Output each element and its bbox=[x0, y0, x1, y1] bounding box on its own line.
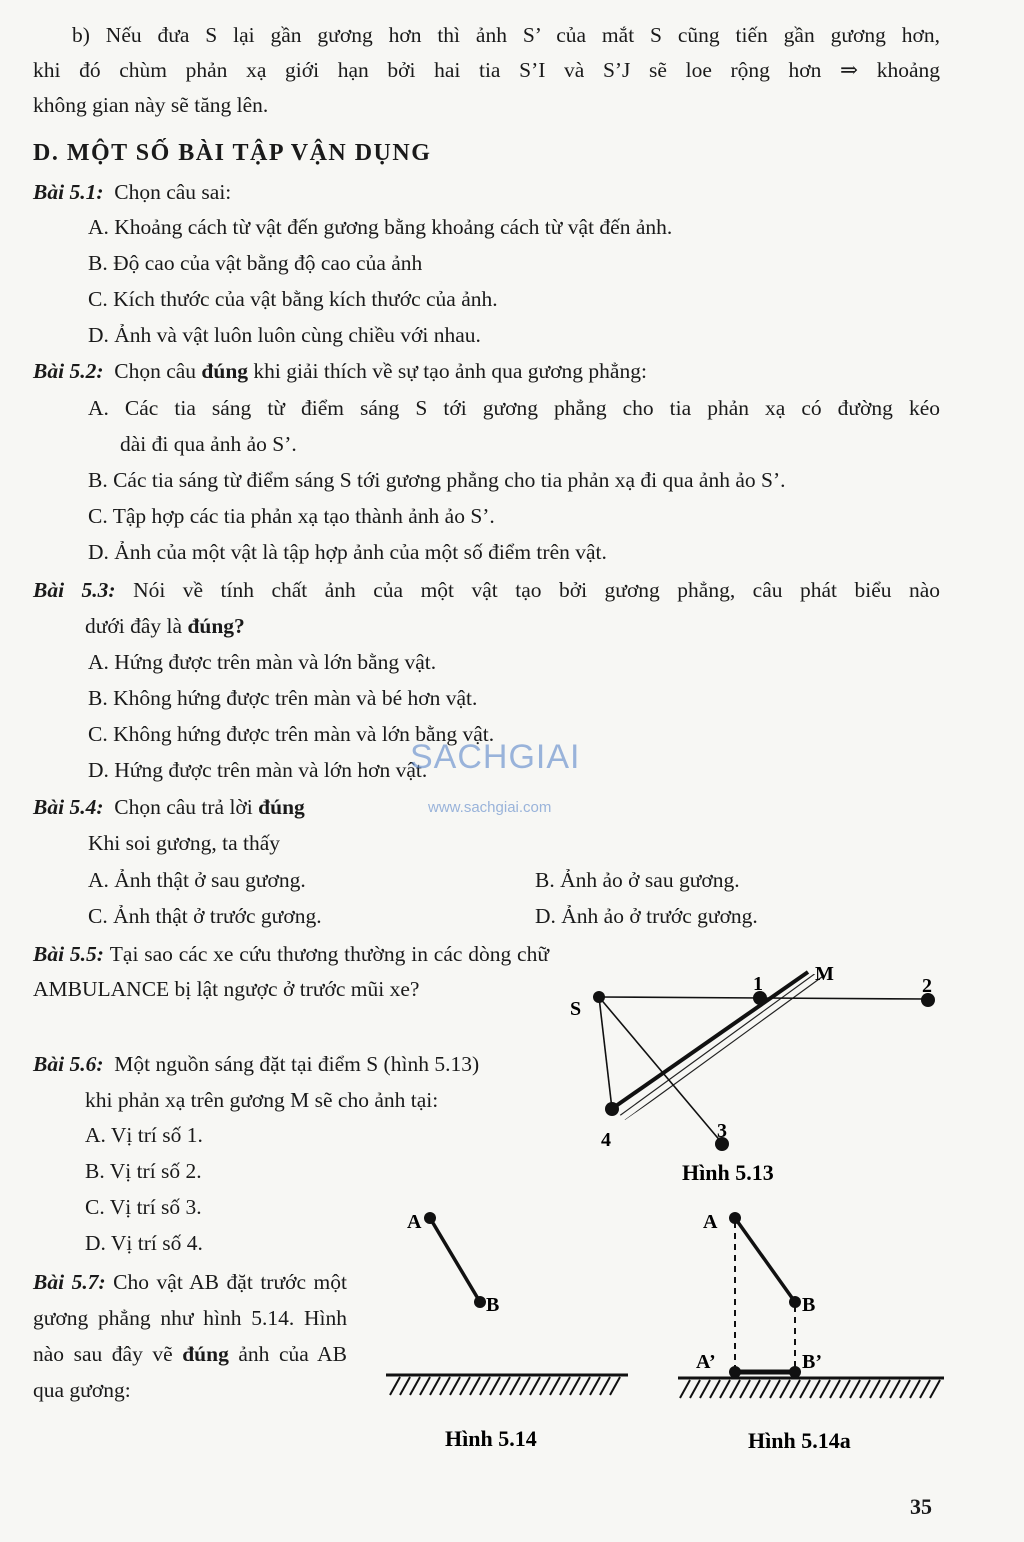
label-b: B bbox=[802, 1294, 816, 1316]
emphasis: đúng? bbox=[187, 614, 245, 638]
question-5-5 bbox=[33, 937, 549, 1007]
label-m: M bbox=[815, 963, 834, 985]
point-a-prime bbox=[729, 1366, 741, 1378]
label-2: 2 bbox=[922, 975, 932, 997]
question-label: Bài 5.3: bbox=[33, 578, 116, 602]
option-5-2-c: C. Tập hợp các tia phản xạ tạo thành ảnh ảo S’. bbox=[88, 504, 495, 528]
option-5-4-d: D. Ảnh ảo ở trước gương. bbox=[535, 904, 758, 928]
intro-line-1: b) Nếu đưa S lại gần gương hơn thì ảnh S’ của mắt S cũng tiến gần gương hơn, bbox=[72, 23, 940, 47]
option-5-3-c: C. Không hứng được trên màn và lớn bằng vật. bbox=[88, 722, 495, 746]
page-number: 35 bbox=[910, 1494, 932, 1519]
option-5-6-a: A. Vị trí số 1. bbox=[85, 1123, 203, 1147]
option-5-2-b: B. Các tia sáng từ điểm sáng S tới gương phẳng cho tia phản xạ đi qua ảnh ảo S’. bbox=[88, 468, 786, 492]
caption-5-14a: Hình 5.14a bbox=[748, 1428, 851, 1453]
option-5-1-c: C. Kích thước của vật bằng kích thước của ảnh. bbox=[88, 287, 498, 311]
emphasis: đúng bbox=[182, 1342, 229, 1366]
option-5-1-b: B. Độ cao của vật bằng độ cao của ảnh bbox=[88, 251, 423, 275]
label-3: 3 bbox=[717, 1120, 727, 1142]
point-b bbox=[789, 1296, 801, 1308]
figure-5-13 bbox=[560, 955, 960, 1195]
question-5-7 bbox=[33, 1264, 347, 1408]
option-5-4-a: A. Ảnh thật ở sau gương. bbox=[88, 868, 306, 892]
question-text: ảnh của AB qua gương: bbox=[33, 1342, 348, 1402]
question-label: Bài 5.6: bbox=[33, 1052, 104, 1076]
question-5-1 bbox=[33, 179, 231, 205]
ray-s-3 bbox=[599, 997, 722, 1143]
point-s bbox=[593, 991, 605, 1003]
intro-line-2: khi đó chùm phản xạ giới hạn bởi hai tia S’I và S’J sẽ loe rộng hơn ⇒ khoảng bbox=[33, 58, 940, 82]
question-text: Chọn câu bbox=[114, 359, 197, 383]
mirror-hatching bbox=[390, 1377, 620, 1395]
ray-s-4 bbox=[599, 997, 612, 1109]
question-text: Tại sao các xe cứu thương thường in các dòng chữ AMBULANCE bị lật ngược ở trước mũi xe? bbox=[33, 942, 549, 1001]
caption-5-13: Hình 5.13 bbox=[682, 1160, 774, 1185]
question-5-3-line-1 bbox=[33, 577, 940, 603]
section-title: D. MỘT SỐ BÀI TẬP VẬN DỤNG bbox=[33, 140, 432, 166]
option-5-6-d: D. Vị trí số 4. bbox=[85, 1231, 203, 1255]
label-a: A bbox=[703, 1211, 718, 1233]
question-text: dưới đây là bbox=[85, 614, 183, 638]
label-s: S bbox=[570, 998, 582, 1020]
question-label: Bài 5.4: bbox=[33, 795, 104, 819]
object-ab bbox=[735, 1218, 795, 1302]
question-label: Bài 5.1: bbox=[33, 180, 104, 204]
label-b: B bbox=[486, 1294, 500, 1316]
watermark-url: www.sachgiai.com bbox=[428, 799, 552, 816]
figure-5-14 bbox=[380, 1200, 640, 1460]
question-label: Bài 5.2: bbox=[33, 359, 104, 383]
point-a bbox=[424, 1212, 436, 1224]
question-text: Một nguồn sáng đặt tại điểm S (hình 5.13) bbox=[114, 1052, 480, 1076]
option-5-6-b: B. Vị trí số 2. bbox=[85, 1159, 202, 1183]
point-b-prime bbox=[789, 1366, 801, 1378]
point-4 bbox=[605, 1102, 619, 1116]
option-5-4-b: B. Ảnh ảo ở sau gương. bbox=[535, 868, 740, 892]
label-a-prime: A’ bbox=[696, 1351, 716, 1373]
label-b-prime: B’ bbox=[802, 1351, 822, 1373]
question-label: Bài 5.7: bbox=[33, 1270, 106, 1294]
watermark-logo: SACHGIAI bbox=[410, 738, 581, 776]
question-5-4-stem: Khi soi gương, ta thấy bbox=[88, 831, 281, 855]
intro-line-3: không gian này sẽ tăng lên. bbox=[33, 93, 269, 117]
mirror-hatching bbox=[680, 1380, 940, 1398]
question-5-3-line-2 bbox=[85, 613, 245, 639]
emphasis: đúng bbox=[258, 795, 305, 819]
question-5-4 bbox=[33, 794, 305, 820]
question-5-6-line-1 bbox=[33, 1051, 479, 1077]
caption-5-14: Hình 5.14 bbox=[445, 1426, 537, 1451]
question-5-6-line-2: khi phản xạ trên gương M sẽ cho ảnh tại: bbox=[85, 1088, 439, 1112]
point-b bbox=[474, 1296, 486, 1308]
point-a bbox=[729, 1212, 741, 1224]
label-4: 4 bbox=[601, 1129, 611, 1151]
question-text: Chọn câu trả lời bbox=[114, 795, 253, 819]
option-5-3-d: D. Hứng được trên màn và lớn hơn vật. bbox=[88, 758, 428, 782]
emphasis: đúng bbox=[201, 359, 249, 383]
option-5-3-a: A. Hứng được trên màn và lớn bằng vật. bbox=[88, 650, 437, 674]
option-5-1-a: A. Khoảng cách từ vật đến gương bằng khoảng cách từ vật đến ảnh. bbox=[88, 215, 673, 239]
question-text: Cho vật AB đặt trước một gương phẳng như hình 5.14. Hình nào sau đây vẽ bbox=[33, 1270, 348, 1366]
label-a: A bbox=[407, 1211, 422, 1233]
option-5-2-a-line-1: A. Các tia sáng từ điểm sáng S tới gương phẳng cho tia phản xạ có đường kéo bbox=[88, 396, 940, 420]
option-5-6-c: C. Vị trí số 3. bbox=[85, 1195, 202, 1219]
mirror-m bbox=[613, 972, 808, 1108]
question-text: Nói về tính chất ảnh của một vật tạo bởi gương phẳng, câu phát biểu nào bbox=[133, 578, 940, 602]
option-5-2-d: D. Ảnh của một vật là tập hợp ảnh của một số điểm trên vật. bbox=[88, 540, 607, 564]
option-5-2-a-line-2: dài đi qua ảnh ảo S’. bbox=[120, 432, 297, 456]
option-5-1-d: D. Ảnh và vật luôn luôn cùng chiều với nhau. bbox=[88, 323, 481, 347]
question-5-2 bbox=[33, 358, 647, 384]
label-1: 1 bbox=[753, 973, 763, 995]
option-5-3-b: B. Không hứng được trên màn và bé hơn vật. bbox=[88, 686, 478, 710]
question-text: khi giải thích về sự tạo ảnh qua gương phẳng: bbox=[253, 359, 647, 383]
question-text: Chọn câu sai: bbox=[114, 180, 232, 204]
option-5-4-c: C. Ảnh thật ở trước gương. bbox=[88, 904, 322, 928]
object-ab bbox=[430, 1218, 480, 1302]
figure-5-14a bbox=[670, 1200, 955, 1460]
question-label: Bài 5.5: bbox=[33, 942, 104, 966]
